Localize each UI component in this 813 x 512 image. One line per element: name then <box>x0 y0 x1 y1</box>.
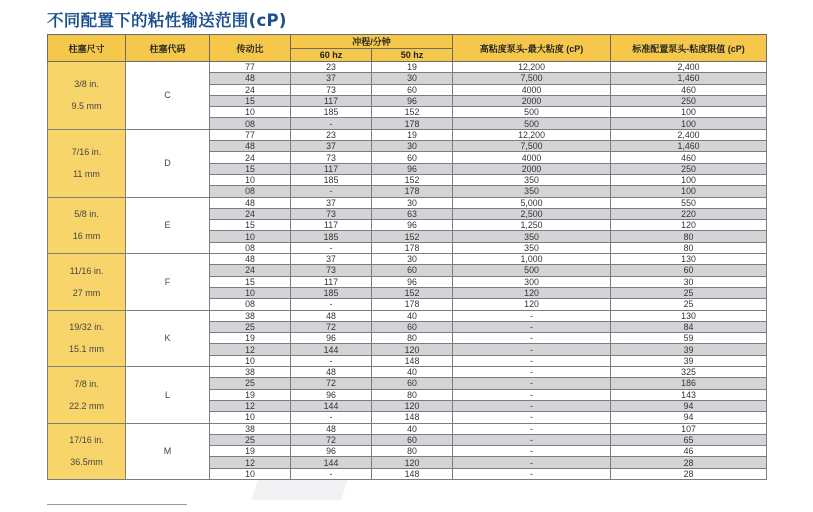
drive-ratio-cell: 12 <box>210 400 291 411</box>
plunger-code-cell: L <box>126 367 210 423</box>
strokes-50hz-cell: 40 <box>372 423 453 434</box>
high-viscosity-cell: 12,200 <box>453 129 611 140</box>
high-viscosity-cell: 2000 <box>453 163 611 174</box>
strokes-60hz-cell: 73 <box>291 265 372 276</box>
strokes-50hz-cell: 60 <box>372 434 453 445</box>
table-row <box>48 310 767 321</box>
col-header-60hz: 60 hz <box>291 49 372 62</box>
strokes-50hz-cell: 30 <box>372 254 453 265</box>
strokes-50hz-cell: 60 <box>372 84 453 95</box>
plunger-size-cell <box>48 254 126 310</box>
plunger-code-cell: D <box>126 129 210 197</box>
strokes-60hz-cell: 96 <box>291 389 372 400</box>
drive-ratio-cell: 12 <box>210 457 291 468</box>
strokes-50hz-cell: 96 <box>372 95 453 106</box>
standard-viscosity-cell: 100 <box>611 186 767 197</box>
strokes-60hz-cell: 48 <box>291 310 372 321</box>
drive-ratio-cell: 25 <box>210 434 291 445</box>
col-header-high-viscosity: 高粘度泵头-最大粘度 (cP) <box>453 35 611 62</box>
drive-ratio-cell: 10 <box>210 412 291 423</box>
high-viscosity-cell: 500 <box>453 118 611 129</box>
strokes-50hz-cell: 19 <box>372 129 453 140</box>
standard-viscosity-cell: 84 <box>611 321 767 332</box>
high-viscosity-cell: 350 <box>453 186 611 197</box>
strokes-60hz-cell: 117 <box>291 95 372 106</box>
high-viscosity-cell: 120 <box>453 299 611 310</box>
plunger-size-inches: 11/16 in. <box>69 265 104 276</box>
plunger-size-inches: 19/32 in. <box>69 322 104 333</box>
strokes-50hz-cell: 60 <box>372 265 453 276</box>
standard-viscosity-cell: 25 <box>611 287 767 298</box>
high-viscosity-cell: - <box>453 344 611 355</box>
standard-viscosity-cell: 100 <box>611 118 767 129</box>
standard-viscosity-cell: 39 <box>611 344 767 355</box>
standard-viscosity-cell: 28 <box>611 468 767 479</box>
drive-ratio-cell: 08 <box>210 299 291 310</box>
strokes-50hz-cell: 80 <box>372 446 453 457</box>
drive-ratio-cell: 24 <box>210 152 291 163</box>
high-viscosity-cell: - <box>453 310 611 321</box>
table-row <box>48 129 767 140</box>
drive-ratio-cell: 25 <box>210 321 291 332</box>
col-header-drive-ratio: 传动比 <box>210 35 291 62</box>
strokes-50hz-cell: 120 <box>372 457 453 468</box>
strokes-50hz-cell: 178 <box>372 242 453 253</box>
standard-viscosity-cell: 65 <box>611 434 767 445</box>
plunger-size-cell <box>48 423 126 479</box>
standard-viscosity-cell: 250 <box>611 95 767 106</box>
strokes-60hz-cell: 117 <box>291 276 372 287</box>
viscosity-table <box>47 34 767 480</box>
strokes-60hz-cell: 73 <box>291 208 372 219</box>
plunger-size-inches: 7/16 in. <box>71 147 102 158</box>
plunger-code-cell: F <box>126 254 210 310</box>
col-header-strokes: 冲程/分钟 <box>291 35 453 49</box>
table-body <box>48 62 767 480</box>
strokes-60hz-cell: - <box>291 412 372 423</box>
high-viscosity-cell: 350 <box>453 231 611 242</box>
strokes-60hz-cell: - <box>291 186 372 197</box>
drive-ratio-cell: 19 <box>210 389 291 400</box>
strokes-60hz-cell: 72 <box>291 434 372 445</box>
page-title: 不同配置下的粘性输送范围(cP) <box>47 11 287 30</box>
drive-ratio-cell: 10 <box>210 107 291 118</box>
high-viscosity-cell: 5,000 <box>453 197 611 208</box>
strokes-60hz-cell: 96 <box>291 446 372 457</box>
strokes-60hz-cell: 37 <box>291 73 372 84</box>
plunger-size-inches: 5/8 in. <box>74 209 99 220</box>
drive-ratio-cell: 08 <box>210 118 291 129</box>
strokes-50hz-cell: 178 <box>372 186 453 197</box>
plunger-code-cell: M <box>126 423 210 479</box>
standard-viscosity-cell: 80 <box>611 231 767 242</box>
strokes-60hz-cell: 37 <box>291 254 372 265</box>
strokes-50hz-cell: 96 <box>372 163 453 174</box>
drive-ratio-cell: 10 <box>210 355 291 366</box>
drive-ratio-cell: 19 <box>210 333 291 344</box>
drive-ratio-cell: 08 <box>210 186 291 197</box>
strokes-50hz-cell: 19 <box>372 62 453 73</box>
strokes-50hz-cell: 80 <box>372 389 453 400</box>
plunger-size-inches: 7/8 in. <box>74 378 99 389</box>
high-viscosity-cell: 4000 <box>453 84 611 95</box>
drive-ratio-cell: 15 <box>210 95 291 106</box>
high-viscosity-cell: 12,200 <box>453 62 611 73</box>
standard-viscosity-cell: 120 <box>611 220 767 231</box>
strokes-50hz-cell: 178 <box>372 299 453 310</box>
standard-viscosity-cell: 2,400 <box>611 62 767 73</box>
strokes-60hz-cell: - <box>291 242 372 253</box>
col-header-plunger-code: 柱塞代码 <box>126 35 210 62</box>
plunger-size-cell <box>48 129 126 197</box>
strokes-60hz-cell: - <box>291 355 372 366</box>
high-viscosity-cell: 350 <box>453 242 611 253</box>
drive-ratio-cell: 24 <box>210 84 291 95</box>
drive-ratio-cell: 48 <box>210 254 291 265</box>
plunger-size-cell <box>48 62 126 130</box>
drive-ratio-cell: 15 <box>210 276 291 287</box>
plunger-code-cell: E <box>126 197 210 253</box>
table-row <box>48 197 767 208</box>
strokes-50hz-cell: 80 <box>372 333 453 344</box>
drive-ratio-cell: 19 <box>210 446 291 457</box>
standard-viscosity-cell: 220 <box>611 208 767 219</box>
drive-ratio-cell: 25 <box>210 378 291 389</box>
standard-viscosity-cell: 2,400 <box>611 129 767 140</box>
plunger-size-cell <box>48 197 126 253</box>
high-viscosity-cell: 300 <box>453 276 611 287</box>
standard-viscosity-cell: 186 <box>611 378 767 389</box>
plunger-size-mm: 11 mm <box>73 169 100 180</box>
strokes-60hz-cell: 23 <box>291 129 372 140</box>
standard-viscosity-cell: 250 <box>611 163 767 174</box>
plunger-size-mm: 15.1 mm <box>68 344 104 355</box>
standard-viscosity-cell: 100 <box>611 107 767 118</box>
strokes-60hz-cell: 73 <box>291 84 372 95</box>
strokes-60hz-cell: 185 <box>291 174 372 185</box>
strokes-50hz-cell: 63 <box>372 208 453 219</box>
strokes-60hz-cell: 73 <box>291 152 372 163</box>
strokes-60hz-cell: 72 <box>291 321 372 332</box>
strokes-50hz-cell: 148 <box>372 468 453 479</box>
drive-ratio-cell: 48 <box>210 141 291 152</box>
strokes-50hz-cell: 40 <box>372 310 453 321</box>
divider <box>47 504 187 505</box>
high-viscosity-cell: - <box>453 468 611 479</box>
standard-viscosity-cell: 94 <box>611 400 767 411</box>
high-viscosity-cell: 7,500 <box>453 73 611 84</box>
drive-ratio-cell: 15 <box>210 220 291 231</box>
drive-ratio-cell: 48 <box>210 197 291 208</box>
strokes-50hz-cell: 178 <box>372 118 453 129</box>
high-viscosity-cell: - <box>453 367 611 378</box>
standard-viscosity-cell: 60 <box>611 265 767 276</box>
plunger-size-mm: 27 mm <box>72 287 101 298</box>
strokes-50hz-cell: 152 <box>372 174 453 185</box>
drive-ratio-cell: 24 <box>210 208 291 219</box>
high-viscosity-cell: - <box>453 378 611 389</box>
high-viscosity-cell: - <box>453 412 611 423</box>
strokes-50hz-cell: 152 <box>372 107 453 118</box>
drive-ratio-cell: 77 <box>210 62 291 73</box>
strokes-50hz-cell: 96 <box>372 276 453 287</box>
strokes-50hz-cell: 30 <box>372 73 453 84</box>
strokes-60hz-cell: - <box>291 468 372 479</box>
table-row <box>48 62 767 73</box>
standard-viscosity-cell: 460 <box>611 152 767 163</box>
table-header <box>48 35 767 62</box>
standard-viscosity-cell: 550 <box>611 197 767 208</box>
drive-ratio-cell: 38 <box>210 367 291 378</box>
high-viscosity-cell: - <box>453 457 611 468</box>
plunger-code-cell: C <box>126 62 210 130</box>
standard-viscosity-cell: 143 <box>611 389 767 400</box>
high-viscosity-cell: - <box>453 355 611 366</box>
high-viscosity-cell: 120 <box>453 287 611 298</box>
strokes-60hz-cell: 185 <box>291 231 372 242</box>
col-header-50hz: 50 hz <box>372 49 453 62</box>
drive-ratio-cell: 10 <box>210 174 291 185</box>
table-row <box>48 423 767 434</box>
standard-viscosity-cell: 1,460 <box>611 73 767 84</box>
plunger-size-inches: 17/16 in. <box>69 435 104 446</box>
strokes-50hz-cell: 60 <box>372 321 453 332</box>
plunger-size-cell <box>48 367 126 423</box>
strokes-60hz-cell: 117 <box>291 220 372 231</box>
standard-viscosity-cell: 28 <box>611 457 767 468</box>
strokes-60hz-cell: 37 <box>291 197 372 208</box>
strokes-60hz-cell: 185 <box>291 287 372 298</box>
drive-ratio-cell: 08 <box>210 242 291 253</box>
drive-ratio-cell: 38 <box>210 423 291 434</box>
strokes-60hz-cell: 117 <box>291 163 372 174</box>
high-viscosity-cell: 500 <box>453 265 611 276</box>
plunger-size-inches: 3/8 in. <box>74 79 99 90</box>
col-header-plunger-size: 柱塞尺寸 <box>48 35 126 62</box>
standard-viscosity-cell: 1,460 <box>611 141 767 152</box>
strokes-50hz-cell: 96 <box>372 220 453 231</box>
drive-ratio-cell: 48 <box>210 73 291 84</box>
high-viscosity-cell: - <box>453 400 611 411</box>
high-viscosity-cell: 2,500 <box>453 208 611 219</box>
table-row <box>48 367 767 378</box>
strokes-60hz-cell: 72 <box>291 378 372 389</box>
standard-viscosity-cell: 30 <box>611 276 767 287</box>
high-viscosity-cell: 1,000 <box>453 254 611 265</box>
strokes-50hz-cell: 148 <box>372 412 453 423</box>
drive-ratio-cell: 77 <box>210 129 291 140</box>
standard-viscosity-cell: 94 <box>611 412 767 423</box>
standard-viscosity-cell: 46 <box>611 446 767 457</box>
drive-ratio-cell: 10 <box>210 287 291 298</box>
strokes-60hz-cell: 144 <box>291 400 372 411</box>
col-header-standard-viscosity: 标准配置泵头-粘度限值 (cP) <box>611 35 767 62</box>
strokes-60hz-cell: 48 <box>291 423 372 434</box>
drive-ratio-cell: 15 <box>210 163 291 174</box>
table-row <box>48 254 767 265</box>
high-viscosity-cell: 350 <box>453 174 611 185</box>
standard-viscosity-cell: 25 <box>611 299 767 310</box>
standard-viscosity-cell: 80 <box>611 242 767 253</box>
high-viscosity-cell: 2000 <box>453 95 611 106</box>
standard-viscosity-cell: 107 <box>611 423 767 434</box>
high-viscosity-cell: - <box>453 423 611 434</box>
strokes-50hz-cell: 120 <box>372 400 453 411</box>
high-viscosity-cell: - <box>453 434 611 445</box>
strokes-50hz-cell: 152 <box>372 231 453 242</box>
strokes-60hz-cell: 96 <box>291 333 372 344</box>
drive-ratio-cell: 24 <box>210 265 291 276</box>
standard-viscosity-cell: 59 <box>611 333 767 344</box>
strokes-60hz-cell: 48 <box>291 367 372 378</box>
high-viscosity-cell: - <box>453 321 611 332</box>
strokes-60hz-cell: 23 <box>291 62 372 73</box>
plunger-size-mm: 9.5 mm <box>71 101 102 112</box>
drive-ratio-cell: 12 <box>210 344 291 355</box>
plunger-code-cell: K <box>126 310 210 366</box>
plunger-size-mm: 16 mm <box>72 231 101 242</box>
strokes-60hz-cell: 144 <box>291 457 372 468</box>
standard-viscosity-cell: 130 <box>611 254 767 265</box>
strokes-50hz-cell: 30 <box>372 197 453 208</box>
plunger-size-mm: 22.2 mm <box>68 400 104 411</box>
plunger-size-cell <box>48 310 126 366</box>
strokes-50hz-cell: 40 <box>372 367 453 378</box>
standard-viscosity-cell: 460 <box>611 84 767 95</box>
high-viscosity-cell: 500 <box>453 107 611 118</box>
strokes-60hz-cell: 144 <box>291 344 372 355</box>
high-viscosity-cell: 4000 <box>453 152 611 163</box>
standard-viscosity-cell: 325 <box>611 367 767 378</box>
high-viscosity-cell: - <box>453 333 611 344</box>
high-viscosity-cell: - <box>453 389 611 400</box>
standard-viscosity-cell: 130 <box>611 310 767 321</box>
strokes-50hz-cell: 152 <box>372 287 453 298</box>
strokes-50hz-cell: 148 <box>372 355 453 366</box>
strokes-50hz-cell: 60 <box>372 152 453 163</box>
drive-ratio-cell: 38 <box>210 310 291 321</box>
strokes-60hz-cell: 185 <box>291 107 372 118</box>
strokes-50hz-cell: 30 <box>372 141 453 152</box>
drive-ratio-cell: 10 <box>210 468 291 479</box>
strokes-60hz-cell: - <box>291 299 372 310</box>
drive-ratio-cell: 10 <box>210 231 291 242</box>
standard-viscosity-cell: 39 <box>611 355 767 366</box>
strokes-50hz-cell: 60 <box>372 378 453 389</box>
high-viscosity-cell: 7,500 <box>453 141 611 152</box>
standard-viscosity-cell: 100 <box>611 174 767 185</box>
strokes-60hz-cell: 37 <box>291 141 372 152</box>
plunger-size-mm: 36.5mm <box>70 457 103 468</box>
high-viscosity-cell: - <box>453 446 611 457</box>
high-viscosity-cell: 1,250 <box>453 220 611 231</box>
strokes-60hz-cell: - <box>291 118 372 129</box>
strokes-50hz-cell: 120 <box>372 344 453 355</box>
